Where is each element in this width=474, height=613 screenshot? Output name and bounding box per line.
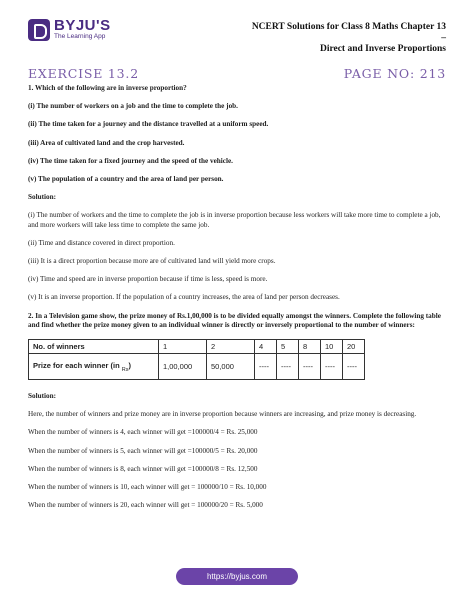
- table-cell: 4: [255, 340, 277, 354]
- solution-label: Solution:: [28, 392, 56, 401]
- exercise-title: EXERCISE 13.2: [28, 66, 139, 81]
- page-number: PAGE NO: 213: [343, 66, 446, 81]
- q2-step: When the number of winners is 10, each winner will get = 100000/10 = Rs. 10,000: [28, 483, 267, 492]
- q1-answer: (iii) It is a direct proportion because more are of cultivated land will yield more crops.: [28, 257, 276, 266]
- q1-item: (i) The number of workers on a job and the time to complete the job.: [28, 102, 238, 111]
- prize-header-paren: ): [128, 360, 132, 370]
- q1-answer: (i) The number of workers and the time to complete the job is in inverse proportion because less workers will take more time to complete a job, and more workers will take less time to complete the same job.: [28, 211, 441, 229]
- prize-header-unit: Rs: [121, 366, 129, 373]
- document-title-line1: NCERT Solutions for Class 8 Maths Chapter 13 –: [251, 22, 446, 43]
- table-cell: 2: [207, 340, 255, 354]
- prize-header-label: Prize for each winner (in: [33, 360, 120, 370]
- page-header: [0, 0, 474, 56]
- q2-step: When the number of winners is 8, each winner will get =100000/8 = Rs. 12,500: [28, 464, 258, 473]
- prize-header-cell: [29, 354, 159, 380]
- q2-intro: Here, the number of winners and prize money are in inverse proportion because winners are increasing, and prize money is decreasing.: [28, 410, 417, 419]
- q1-answer: (ii) Time and distance covered in direct proportion.: [28, 238, 175, 247]
- table-cell: ----: [255, 354, 277, 380]
- document-title-line2: Direct and Inverse Proportions: [319, 44, 446, 54]
- q2-question: 2. In a Television game show, the prize money of Rs.1,00,000 is to be divided equally amongst the winners. Complete the following table and find whether the prize money given to an individual winner is directly or inversely proportional to the number of winners:: [28, 311, 441, 329]
- table-cell: 8: [299, 340, 321, 354]
- q2-step: When the number of winners is 20, each winner will get = 100000/20 = Rs. 5,000: [28, 501, 263, 510]
- q1-answer: (v) It is an inverse proportion. If the population of a country increases, the area of land per person decreases.: [28, 293, 340, 302]
- table-cell: 1: [159, 340, 207, 354]
- table-cell: 50,000: [207, 354, 255, 380]
- logo-name: BYJU'S: [54, 17, 111, 34]
- q2-step: When the number of winners is 4, each winner will get =100000/4 = Rs. 25,000: [28, 428, 258, 437]
- q1-item: (v) The population of a country and the area of land per person.: [28, 175, 224, 184]
- byjus-logo: [28, 18, 111, 41]
- table-cell: ----: [299, 354, 321, 380]
- footer-url-link[interactable]: https://byjus.com: [176, 568, 298, 585]
- table-cell: 1,00,000: [159, 354, 207, 380]
- table-cell: 5: [277, 340, 299, 354]
- table-row: [29, 340, 365, 354]
- q1-question: 1. Which of the following are in inverse proportion?: [28, 84, 187, 92]
- table-row: [29, 354, 365, 380]
- q1-answer: (iv) Time and speed are in inverse proportion because if time is less, speed is more.: [28, 275, 268, 284]
- q1-item: (iv) The time taken for a fixed journey and the speed of the vehicle.: [28, 156, 233, 165]
- table-cell: 20: [343, 340, 365, 354]
- q1-item: (iii) Area of cultivated land and the crop harvested.: [28, 138, 185, 147]
- document-title: [246, 22, 446, 55]
- table-cell: ----: [343, 354, 365, 380]
- solution-label: Solution:: [28, 193, 56, 202]
- page-content: [28, 84, 448, 519]
- table-cell: ----: [277, 354, 299, 380]
- logo-tagline: The Learning App: [54, 33, 106, 40]
- winners-header-cell: No. of winners: [29, 340, 159, 354]
- table-cell: 10: [321, 340, 343, 354]
- byjus-logo-icon: [28, 19, 50, 41]
- q2-step: When the number of winners is 5, each winner will get =100000/5 = Rs. 20,000: [28, 446, 258, 455]
- table-cell: ----: [321, 354, 343, 380]
- q1-item: (ii) The time taken for a journey and the distance travelled at a uniform speed.: [28, 120, 269, 129]
- prize-table: [28, 339, 365, 380]
